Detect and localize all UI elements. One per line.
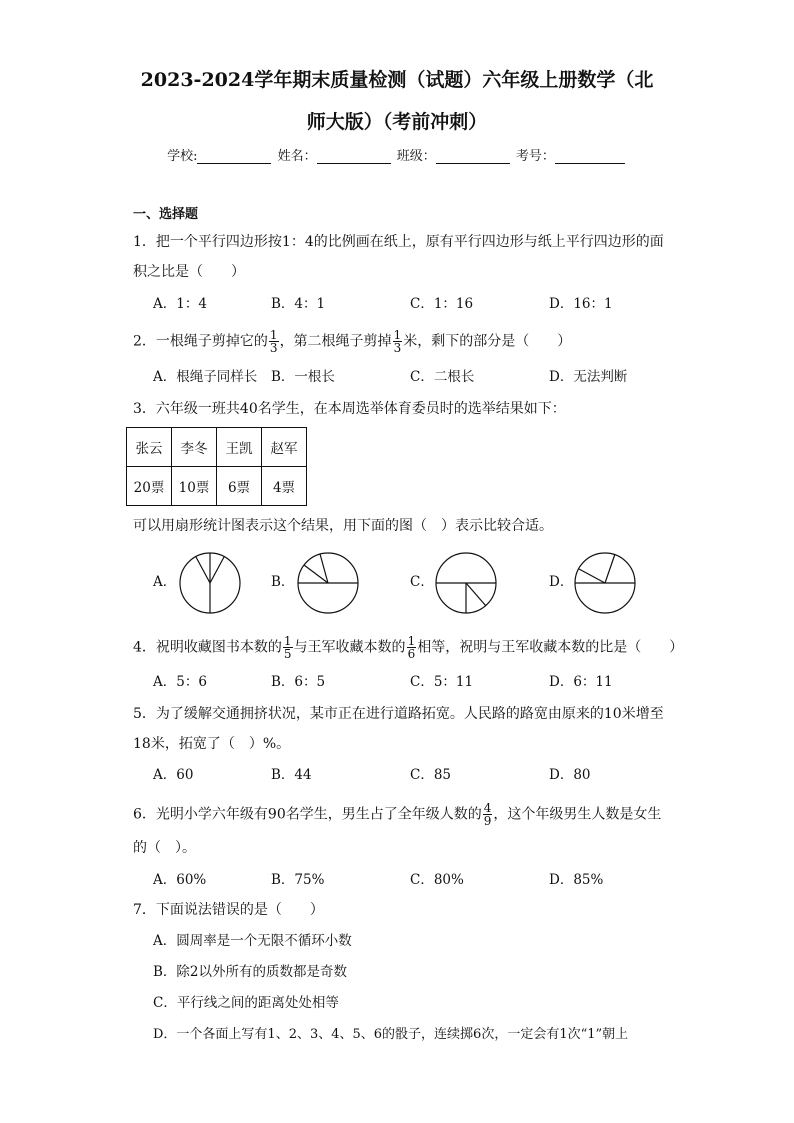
q2-option-c[interactable]: C．二根长	[410, 369, 475, 385]
table-row	[127, 467, 307, 506]
q4-option-c[interactable]: C．5：11	[410, 674, 474, 690]
table-cell: 赵军	[262, 428, 307, 467]
question-4-text	[133, 635, 683, 660]
q7-option-d[interactable]: D．一个各面上写有1、2、3、4、5、6的骰子，连续掷6次，一定会有1次“1”朝上	[153, 1027, 629, 1042]
table-row	[127, 428, 307, 467]
q3-option-c[interactable]: C．	[410, 574, 434, 590]
q6-option-b[interactable]: B．75%	[271, 872, 325, 888]
question-6-text	[133, 802, 661, 827]
q2-frac2-num: 1	[393, 328, 402, 342]
question-3-text: 3．六年级一班共40名学生，在本周选举体育委员时的选举结果如下：	[133, 401, 566, 417]
q2-fraction-2	[393, 329, 403, 354]
table-cell: 张云	[127, 428, 172, 467]
number-blank[interactable]	[555, 149, 625, 164]
question-5-text: 5．为了缓解交通拥挤状况，某市正在进行道路拓宽。人民路的路宽由原来的10米增至	[133, 706, 664, 722]
q2-option-b[interactable]: B．一根长	[271, 369, 335, 385]
name-label: 姓名：	[277, 149, 317, 164]
q3-pie-chart-d[interactable]	[573, 551, 637, 615]
question-6-text-cont: 的（ ）。	[133, 840, 196, 856]
q2-option-a[interactable]: A．根绳子同样长	[153, 369, 258, 385]
q1-option-b[interactable]: B．4：1	[271, 296, 326, 312]
q6-frac-den: 9	[483, 814, 492, 828]
question-3-text-cont: 可以用扇形统计图表示这个结果，用下面的图（ ）表示比较合适。	[133, 518, 553, 534]
q4-fraction-2	[407, 635, 417, 660]
q5-option-c[interactable]: C．85	[410, 767, 452, 783]
q4-text-mid: 与王军收藏本数的	[293, 639, 406, 656]
school-label: 学校:	[167, 149, 198, 164]
table-cell: 4票	[262, 467, 307, 506]
title-line-2: 师大版）（考前冲刺）	[306, 111, 488, 133]
class-blank[interactable]	[436, 149, 510, 164]
question-1-text: 1．把一个平行四边形按1：4的比例画在纸上，原有平行四边形与纸上平行四边形的面	[133, 234, 664, 250]
question-7-text: 7．下面说法错误的是（ ）	[133, 902, 324, 918]
q3-option-a[interactable]: A．	[153, 574, 177, 590]
q4-frac1-num: 1	[283, 634, 292, 648]
q2-fraction-1	[269, 329, 279, 354]
vote-results-table	[126, 427, 307, 506]
q6-fraction	[483, 802, 493, 827]
q4-option-d[interactable]: D．6：11	[549, 674, 613, 690]
q4-text-post: 相等，祝明与王军收藏本数的比是（ ）	[417, 639, 684, 656]
q5-option-b[interactable]: B．44	[271, 767, 312, 783]
q6-option-a[interactable]: A．60%	[153, 872, 207, 888]
q3-option-b[interactable]: B．	[271, 574, 295, 590]
table-cell: 王凯	[217, 428, 262, 467]
q6-option-d[interactable]: D．85%	[549, 872, 604, 888]
q2-text-post: 米，剩下的部分是（ ）	[403, 333, 572, 350]
q6-text-pre: 6．光明小学六年级有90名学生，男生占了全年级人数的	[133, 806, 482, 823]
q3-pie-chart-a[interactable]	[178, 551, 242, 615]
q5-option-d[interactable]: D．80	[549, 767, 591, 783]
q1-option-d[interactable]: D．16：1	[549, 296, 613, 312]
question-1-text-cont: 积之比是（ ）	[133, 264, 245, 280]
table-cell: 6票	[217, 467, 262, 506]
q2-text-mid: ，第二根绳子剪掉	[279, 333, 392, 350]
table-cell: 20票	[127, 467, 172, 506]
student-info-row	[0, 145, 794, 164]
question-5-text-cont: 18米，拓宽了（ ）%。	[133, 736, 291, 752]
q2-option-d[interactable]: D．无法判断	[549, 369, 628, 385]
school-blank[interactable]	[197, 149, 271, 164]
q4-text-pre: 4．祝明收藏图书本数的	[133, 639, 282, 656]
question-2-text	[133, 329, 571, 354]
q2-frac1-num: 1	[269, 328, 278, 342]
q7-option-c[interactable]: C．平行线之间的距离处处相等	[153, 995, 339, 1011]
q2-text-pre: 2．一根绳子剪掉它的	[133, 333, 268, 350]
title-line-1: 2023-2024学年期末质量检测（试题）六年级上册数学（北	[140, 69, 654, 91]
q4-option-a[interactable]: A．5：6	[153, 674, 207, 690]
q3-option-d[interactable]: D．	[549, 574, 574, 590]
q7-option-b[interactable]: B．除2以外所有的质数都是奇数	[153, 964, 348, 980]
q2-frac2-den: 3	[393, 341, 402, 355]
q4-frac1-den: 5	[283, 647, 292, 661]
q6-option-c[interactable]: C．80%	[410, 872, 464, 888]
q6-frac-num: 4	[483, 801, 492, 815]
q1-option-c[interactable]: C．1：16	[410, 296, 474, 312]
table-cell: 李冬	[172, 428, 217, 467]
q3-pie-chart-b[interactable]	[296, 551, 360, 615]
table-cell: 10票	[172, 467, 217, 506]
q4-fraction-1	[283, 635, 293, 660]
q7-option-a[interactable]: A．圆周率是一个无限不循环小数	[153, 933, 352, 949]
q3-pie-chart-c[interactable]	[434, 551, 498, 615]
q5-option-a[interactable]: A．60	[153, 767, 194, 783]
section-heading: 一、选择题	[133, 207, 199, 222]
number-label: 考号：	[515, 149, 555, 164]
q4-frac2-den: 6	[407, 647, 416, 661]
q2-frac1-den: 3	[269, 341, 278, 355]
class-label: 班级：	[396, 149, 436, 164]
q6-text-post: ，这个年级男生人数是女生	[493, 806, 662, 823]
q1-option-a[interactable]: A．1：4	[153, 296, 207, 312]
name-blank[interactable]	[317, 149, 391, 164]
q4-option-b[interactable]: B．6：5	[271, 674, 326, 690]
q4-frac2-num: 1	[407, 634, 416, 648]
